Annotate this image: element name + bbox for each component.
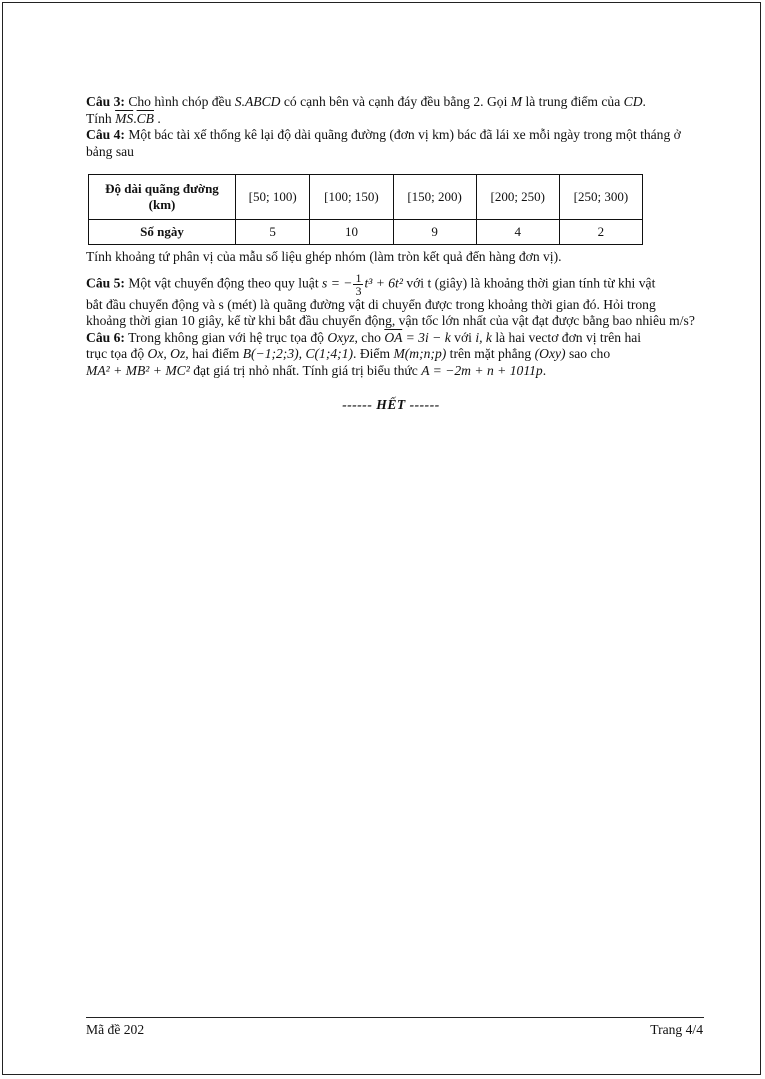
page-number: Trang 4/4 bbox=[650, 1022, 703, 1037]
footer-divider bbox=[86, 1017, 704, 1018]
interval-cell: [200; 250) bbox=[476, 175, 559, 220]
question-5 bbox=[86, 272, 696, 330]
interval-cell: [100; 150) bbox=[310, 175, 393, 220]
q4-question: Tính khoảng tứ phân vị của mẫu số liệu ghép nhóm (làm tròn kết quả đến hàng đơn vị). bbox=[86, 249, 562, 264]
q3-pyramid: S.ABCD bbox=[234, 94, 281, 109]
interval-cell: [250; 300) bbox=[559, 175, 642, 220]
count-cell: 5 bbox=[236, 220, 310, 245]
interval-cell: [150; 200) bbox=[393, 175, 476, 220]
count-cell: 2 bbox=[559, 220, 642, 245]
q6-text: trục tọa độ bbox=[86, 346, 148, 361]
q6-text: , hai điểm bbox=[185, 346, 243, 361]
q6-unit-vectors: i, k bbox=[475, 329, 492, 345]
count-cell: 9 bbox=[393, 220, 476, 245]
vector-ms: $\overline{MS}$ bbox=[115, 110, 134, 126]
q6-text: với bbox=[450, 329, 476, 345]
q5-formula-rhs: t³ + 6t² bbox=[364, 275, 403, 291]
question-4-label: Câu 4: bbox=[86, 127, 125, 142]
q3-text: . bbox=[153, 110, 161, 126]
q6-text: Trong không gian với hệ trục tọa độ bbox=[128, 329, 328, 345]
q3-text: Cho hình chóp đều bbox=[128, 94, 235, 109]
row-label-days: Số ngày bbox=[89, 220, 236, 245]
count-cell: 10 bbox=[310, 220, 393, 245]
vector-cb: $\overline{CB}$ bbox=[136, 110, 154, 126]
question-5-label: Câu 5: bbox=[86, 275, 125, 291]
q3-text: . bbox=[642, 94, 646, 109]
q3-text: Tính bbox=[86, 110, 116, 126]
end-mark: ------ HẾT ------ bbox=[342, 397, 440, 412]
q6-text: đạt giá trị nhỏ nhất. Tính giá trị biểu thức bbox=[189, 362, 422, 378]
table-row bbox=[89, 175, 643, 220]
question-6-label: Câu 6: bbox=[86, 329, 125, 345]
fraction-one-third bbox=[353, 272, 363, 297]
exam-code: Mã đề 202 bbox=[86, 1022, 145, 1037]
fraction-numerator: 1 bbox=[355, 270, 362, 285]
table-header-label bbox=[89, 175, 236, 220]
question-6 bbox=[86, 330, 696, 380]
fraction-denominator: 3 bbox=[355, 283, 362, 298]
header-label-line: (km) bbox=[148, 197, 176, 212]
q6-axes: Ox, Oz bbox=[147, 346, 186, 361]
header-label-line: Độ dài quãng đường bbox=[105, 180, 219, 196]
q6-text: trên mặt phẳng bbox=[446, 346, 535, 361]
q6-plane: (Oxy) bbox=[534, 346, 566, 361]
q3-text: có cạnh bên và cạnh đáy đều bằng 2. Gọi bbox=[280, 94, 511, 109]
question-4 bbox=[86, 127, 696, 160]
q6-points-bc: B(−1;2;3), C(1;4;1) bbox=[242, 346, 354, 361]
q5-formula-lhs: s = − bbox=[322, 275, 353, 291]
q6-text: . bbox=[542, 362, 547, 378]
q6-text: . Điểm bbox=[353, 346, 394, 361]
q3-point-m: M bbox=[510, 94, 523, 109]
q5-text: với t (giây) là khoảng thời gian tính từ khi vật bbox=[402, 275, 656, 291]
count-cell: 4 bbox=[476, 220, 559, 245]
q3-edge: CD bbox=[623, 94, 643, 109]
q6-coordinate-system: Oxyz bbox=[327, 329, 355, 345]
q5-text: Một vật chuyển động theo quy luật bbox=[128, 275, 322, 291]
interval-cell: [50; 100) bbox=[236, 175, 310, 220]
q5-text: bắt đầu chuyển động và s (mét) là quãng đường vật di chuyển được trong khoảng thời gian đó. Hỏi trong khoảng thời gian 10 giây, kể từ khi bắt đầu chuyển động, vận tốc lớn nhất của vật đạt được bằng bao nhiêu m/s? bbox=[86, 296, 695, 328]
q6-text: , cho bbox=[354, 329, 385, 345]
distance-frequency-table bbox=[88, 174, 643, 245]
q3-dot: . bbox=[133, 110, 137, 126]
q6-target-expr: A = −2m + n + 1011p bbox=[421, 362, 543, 378]
q6-point-m: M(m;n;p) bbox=[393, 346, 447, 361]
question-3 bbox=[86, 94, 696, 127]
q6-text: là hai vectơ đơn vị trên hai bbox=[491, 329, 642, 345]
q4-text: Một bác tài xế thống kê lại độ dài quãng đường (đơn vị km) bác đã lái xe mỗi ngày trong một tháng ở bảng sau bbox=[86, 127, 681, 159]
table-row bbox=[89, 220, 643, 245]
q6-vector-expr: = 3i − k bbox=[402, 329, 451, 345]
q6-text: sao cho bbox=[565, 346, 611, 361]
exam-content bbox=[86, 94, 696, 414]
question-3-label: Câu 3: bbox=[86, 94, 125, 109]
q3-text: là trung điểm của bbox=[522, 94, 624, 109]
vector-oa: $\overline{OA}$ bbox=[384, 329, 403, 345]
q6-sum-squares: MA² + MB² + MC² bbox=[86, 362, 190, 378]
